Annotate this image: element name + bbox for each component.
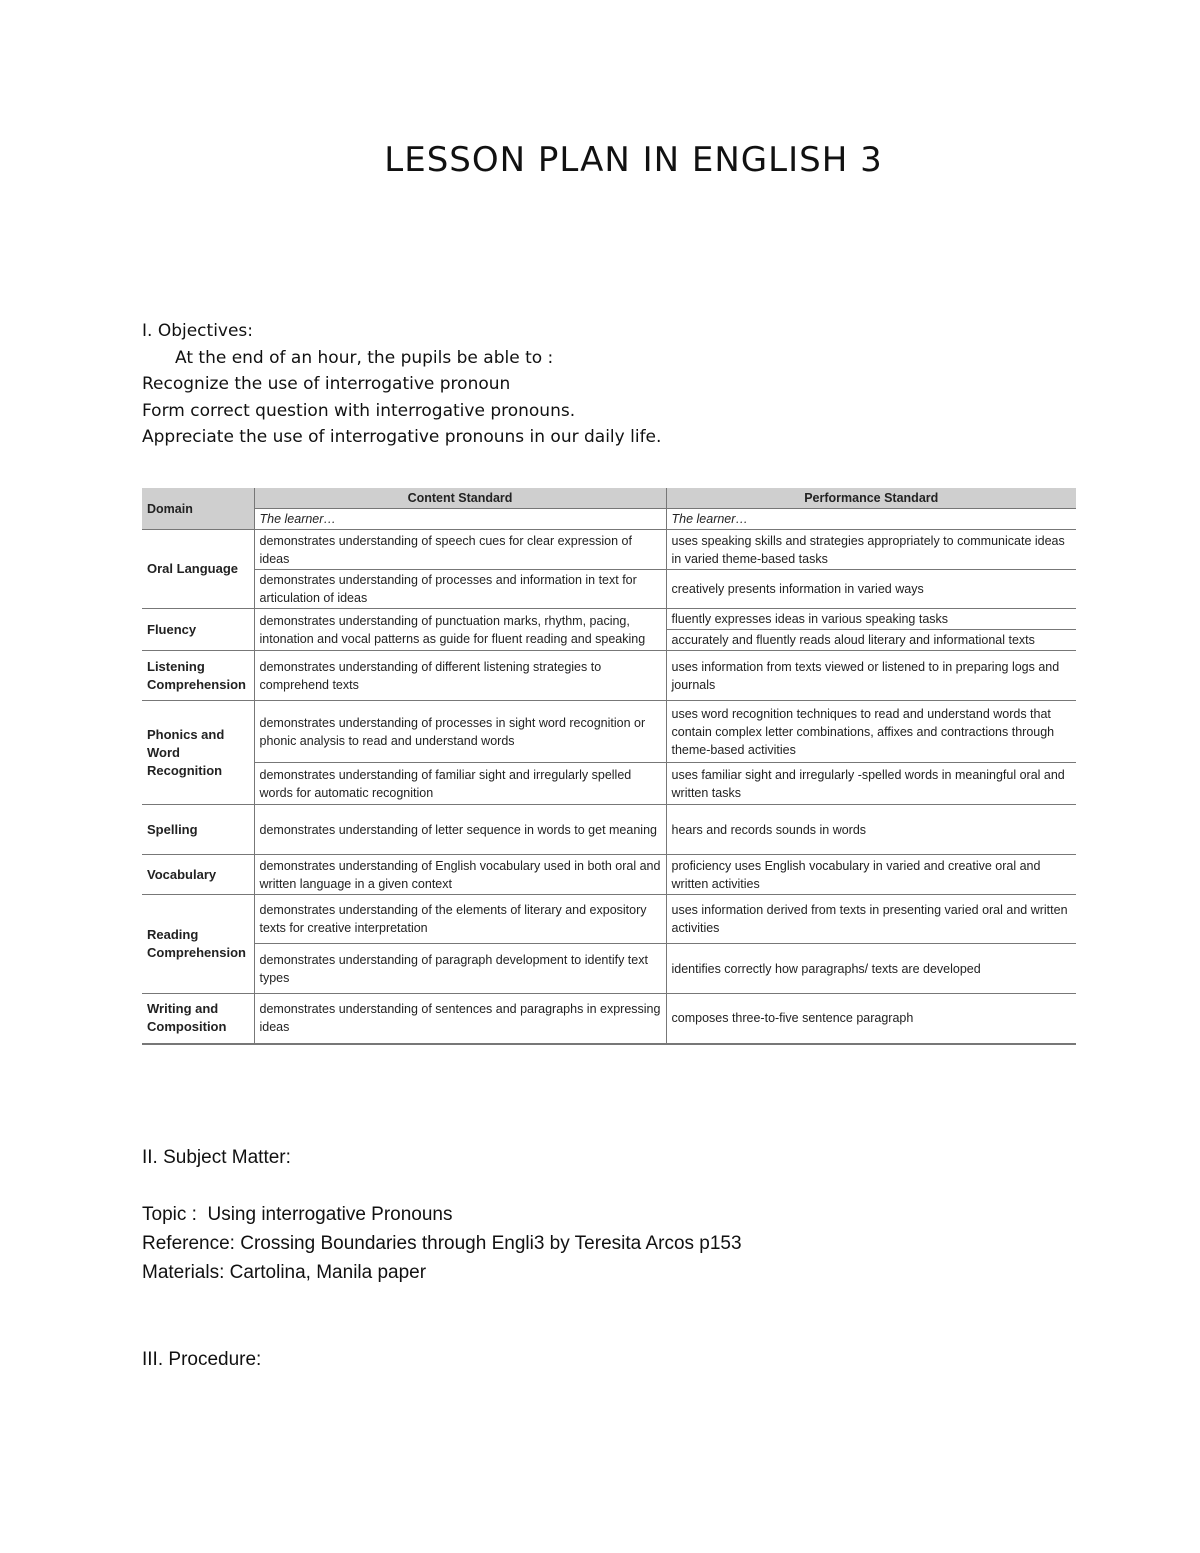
content-cell: demonstrates understanding of the elements of literary and expository texts for creative interpretation: [254, 895, 666, 944]
content-cell: demonstrates understanding of paragraph development to identify text types: [254, 944, 666, 994]
table-row: [142, 570, 1076, 609]
table-row: [142, 609, 1076, 630]
domain-cell: Oral Language: [142, 530, 254, 609]
table-row: [142, 895, 1076, 944]
table-row: [142, 530, 1076, 570]
domain-cell: Writing and Composition: [142, 994, 254, 1044]
content-cell: demonstrates understanding of punctuation marks, rhythm, pacing, intonation and vocal patterns as guide for fluent reading and speaking: [254, 609, 666, 651]
objectives-heading: I. Objectives:: [142, 321, 254, 341]
content-cell: demonstrates understanding of sentences and paragraphs in expressing ideas: [254, 994, 666, 1044]
performance-cell: uses speaking skills and strategies appropriately to communicate ideas in varied theme-based tasks: [666, 530, 1076, 570]
subject-matter-details: [142, 1200, 1042, 1287]
content-cell: demonstrates understanding of English vocabulary used in both oral and written language in a given context: [254, 855, 666, 895]
table-row: [142, 994, 1076, 1044]
topic-line: Topic : Using interrogative Pronouns: [142, 1204, 453, 1225]
header-performance-standard: Performance Standard: [666, 488, 1076, 509]
table-row: [142, 701, 1076, 763]
objectives-intro: At the end of an hour, the pupils be able to :: [175, 347, 554, 368]
domain-cell: Fluency: [142, 609, 254, 651]
domain-cell: Spelling: [142, 805, 254, 855]
reference-line: Reference: Crossing Boundaries through Engli3 by Teresita Arcos p153: [142, 1233, 742, 1254]
performance-cell: hears and records sounds in words: [666, 805, 1076, 855]
performance-cell: identifies correctly how paragraphs/ texts are developed: [666, 944, 1076, 994]
table-row: [142, 763, 1076, 805]
objectives-section: [142, 318, 1102, 451]
performance-cell: composes three-to-five sentence paragraph: [666, 994, 1076, 1044]
content-cell: demonstrates understanding of processes and information in text for articulation of ideas: [254, 570, 666, 609]
header-domain: Domain: [142, 488, 254, 530]
performance-cell: uses information derived from texts in presenting varied oral and written activities: [666, 895, 1076, 944]
domain-cell: Reading Comprehension: [142, 895, 254, 994]
learner-label: The learner…: [666, 509, 1076, 530]
standards-table: [142, 488, 1076, 1045]
content-cell: demonstrates understanding of letter sequence in words to get meaning: [254, 805, 666, 855]
procedure-heading: III. Procedure:: [142, 1349, 262, 1370]
materials-line: Materials: Cartolina, Manila paper: [142, 1262, 427, 1283]
performance-cell: creatively presents information in varied ways: [666, 570, 1076, 609]
table-row: [142, 805, 1076, 855]
performance-cell: proficiency uses English vocabulary in varied and creative oral and written activities: [666, 855, 1076, 895]
performance-cell: uses familiar sight and irregularly -spelled words in meaningful oral and written tasks: [666, 763, 1076, 805]
domain-cell: Vocabulary: [142, 855, 254, 895]
performance-cell: fluently expresses ideas in various speaking tasks: [666, 609, 1076, 630]
domain-cell: Phonics and Word Recognition: [142, 701, 254, 805]
performance-cell: accurately and fluently reads aloud literary and informational texts: [666, 630, 1076, 651]
table-row: [142, 651, 1076, 701]
objective-item: Appreciate the use of interrogative pronouns in our daily life.: [142, 427, 662, 447]
performance-cell: uses word recognition techniques to read and understand words that contain complex letter combinations, affixes and contractions through theme-based activities: [666, 701, 1076, 763]
objective-item: Recognize the use of interrogative pronoun: [142, 374, 511, 394]
performance-cell: uses information from texts viewed or listened to in preparing logs and journals: [666, 651, 1076, 701]
page-title: LESSON PLAN IN ENGLISH 3: [384, 140, 883, 180]
table-row: [142, 944, 1076, 994]
subject-matter-heading: II. Subject Matter:: [142, 1147, 291, 1168]
learner-label: The learner…: [254, 509, 666, 530]
content-cell: demonstrates understanding of speech cues for clear expression of ideas: [254, 530, 666, 570]
content-cell: demonstrates understanding of processes in sight word recognition or phonic analysis to read and understand words: [254, 701, 666, 763]
objective-item: Form correct question with interrogative pronouns.: [142, 400, 576, 421]
content-cell: demonstrates understanding of familiar sight and irregularly spelled words for automatic recognition: [254, 763, 666, 805]
content-cell: demonstrates understanding of different listening strategies to comprehend texts: [254, 651, 666, 701]
header-content-standard: Content Standard: [254, 488, 666, 509]
table-row: [142, 855, 1076, 895]
domain-cell: Listening Comprehension: [142, 651, 254, 701]
